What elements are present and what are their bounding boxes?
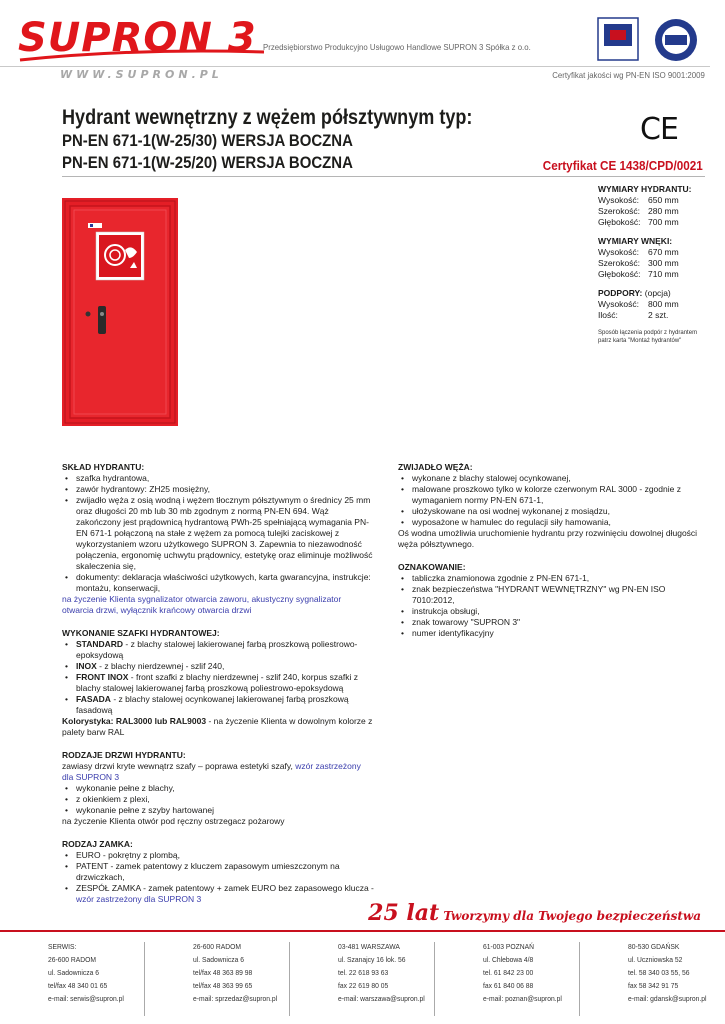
list-item: • z okienkiem z plexi, <box>62 794 374 805</box>
email-link[interactable]: e-mail: serwis@supron.pl <box>48 994 124 1003</box>
title-line-1: Hydrant wewnętrzny z wężem półsztywnym typ: <box>62 106 473 129</box>
section-heading: RODZAJE DRZWI HYDRANTU: <box>62 750 186 760</box>
left-column <box>62 462 374 917</box>
email-link[interactable]: e-mail: sprzedaz@supron.pl <box>193 994 278 1003</box>
footer-office: 80-530 GDAŃSK ul. Uczniowska 52 tel. 58 340 03 55, 56 fax 58 342 91 75 e-mail: gdansk@supron.pl <box>580 940 725 1005</box>
list-item: • FRONT INOX - front szafki z blachy nierdzewnej - szlif 240, korpus szafki z blachy stalowej lakierowanej farbą proszkową poliestrowo-epoksydową <box>62 672 374 694</box>
dimension-row: Głębokość: 710 mm <box>598 269 679 279</box>
slogan <box>368 900 701 926</box>
list-item: • ułożyskowane na osi wodnej wykonanej z mosiądzu, <box>398 506 710 517</box>
lock-types-section <box>62 839 374 905</box>
door-outro: na życzenie Klienta otwór pod ręczny ostrzegacz pożarowy <box>62 816 285 826</box>
email-link[interactable]: e-mail: poznan@supron.pl <box>483 994 562 1003</box>
hydrant-cabinet-image <box>62 198 178 426</box>
section-heading: SKŁAD HYDRANTU: <box>62 462 145 472</box>
optional-note: na życzenie Klienta sygnalizator otwarcia zaworu, akustyczny sygnalizator otwarcia drzwi, wyłącznik krańcowy otwarcia drzwi <box>62 594 342 615</box>
header-divider <box>0 66 710 67</box>
company-name: Przedsiębiorstwo Produkcyjno Usługowo Handlowe SUPRON 3 Spółka z o.o. <box>263 42 531 52</box>
list-item: • PATENT - zamek patentowy z kluczem zapasowym umieszczonym na drzwiczkach, <box>62 861 374 883</box>
list-item: • znak towarowy "SUPRON 3" <box>398 617 710 628</box>
title-divider <box>62 176 705 177</box>
logo-text: SUPRON 3 <box>18 15 257 61</box>
list-item: • wykonanie pełne z blachy, <box>62 783 374 794</box>
list-item: • zwijadło węża z osią wodną i wężem tłocznym półsztywnym o średnicy 25 mm oraz długości 20 mb lub 30 mb zgodnym z normą PN-EN 694. Wąż zakończony jest prądownicą hydrantową PWh-25 spełniającą wymagania PN-EN 671-1 połączoną na stałe z wężem za pomocą tulejki zaciskowej z wykorzystaniem wzoru użytkowego SUPRON 3. Zapewnia to niezawodność połączenia, ergonomię uchwytu prądownicy, estetykę oraz eliminuje możliwość skaleczenia się, <box>62 495 374 572</box>
list-item: • szafka hydrantowa, <box>62 473 374 484</box>
door-intro: zawiasy drzwi kryte wewnątrz szafy – poprawa estetyki szafy, wzór zastrzeżony dla SUPRON 3 <box>62 761 361 782</box>
ce-certificate: Certyfikat CE 1438/CPD/0021 <box>543 158 703 173</box>
iso-certificate: Certyfikat jakości wg PN-EN ISO 9001:2009 <box>552 70 705 80</box>
support-note: Sposób łączenia podpór z hydrantem patrz karta "Montaż hydrantów" <box>598 330 698 344</box>
slogan-text: Tworzymy dla Twojego bezpieczeństwa <box>439 909 701 923</box>
support-header: PODPORY: (opcja) <box>598 288 671 298</box>
certification-logos-icon <box>596 16 706 64</box>
support-dimensions <box>598 288 718 321</box>
list-item: • EURO - pokrętny z plombą, <box>62 850 374 861</box>
niche-dimensions-header: WYMIARY WNĘKI: <box>598 236 673 246</box>
composition-section <box>62 462 374 616</box>
niche-dimensions <box>598 236 718 280</box>
email-link[interactable]: e-mail: gdansk@supron.pl <box>628 994 707 1003</box>
list-item: • instrukcja obsługi, <box>398 606 710 617</box>
section-heading: WYKONANIE SZAFKI HYDRANTOWEJ: <box>62 628 220 638</box>
title-line-2: PN-EN 671-1(W-25/30) WERSJA BOCZNA <box>62 131 353 150</box>
list-item: • ZESPÓŁ ZAMKA - zamek patentowy + zamek EURO bez zapasowego klucza - wzór zastrzeżony dla SUPRON 3 <box>62 883 374 905</box>
marking-section <box>398 562 710 639</box>
section-heading: RODZAJ ZAMKA: <box>62 839 133 849</box>
door-types-section <box>62 750 374 827</box>
hydrant-cabinet-icon <box>62 198 178 426</box>
dimension-row: Ilość: 2 szt. <box>598 310 669 320</box>
dimension-row: Głębokość: 700 mm <box>598 217 679 227</box>
supron-logo <box>18 16 268 86</box>
dimension-row: Szerokość: 280 mm <box>598 206 679 216</box>
footer-contacts <box>0 940 725 1005</box>
slogan-divider <box>0 930 725 932</box>
list-item: • wyposażone w hamulec do regulacji siły hamowania, <box>398 517 710 528</box>
list-item: • wykonanie pełne z szyby hartowanej <box>62 805 374 816</box>
list-item: • malowane proszkowo tylko w kolorze czerwonym RAL 3000 - zgodnie z wymaganiem normy PN-EN 671-1, <box>398 484 710 506</box>
ce-mark-icon: CE <box>640 112 678 147</box>
logo-url: WWW.SUPRON.PL <box>60 68 223 81</box>
dimensions-panel <box>598 184 718 345</box>
right-column <box>398 462 710 651</box>
list-item: • wykonane z blachy stalowej ocynkowanej, <box>398 473 710 484</box>
list-item: • FASADA - z blachy stalowej ocynkowanej lakierowanej farbą proszkową fasadową <box>62 694 374 716</box>
cabinet-finish-section <box>62 628 374 738</box>
section-heading: OZNAKOWANIE: <box>398 562 466 572</box>
hose-reel-outro: Oś wodna umożliwia uruchomienie hydrantu przy rozwinięciu dowolnej długości węża półsztywnego. <box>398 528 698 549</box>
dimension-row: Wysokość: 670 mm <box>598 247 679 257</box>
dimension-row: Wysokość: 650 mm <box>598 195 679 205</box>
section-heading: ZWIJADŁO WĘŻA: <box>398 462 473 472</box>
list-item: • dokumenty: deklaracja właściwości użytkowych, karta gwarancyjna, instrukcje: montażu, konserwacji, <box>62 572 374 594</box>
color-note: Kolorystyka: RAL3000 lub RAL9003 - na życzenie Klienta w dowolnym kolorze z palety barw RAL <box>62 716 373 737</box>
hose-reel-section <box>398 462 710 550</box>
list-item: • STANDARD - z blachy stalowej lakierowanej farbą proszkową poliestrowo-epoksydową <box>62 639 374 661</box>
list-item: • numer identyfikacyjny <box>398 628 710 639</box>
page-title <box>62 106 539 174</box>
hydrant-dimensions <box>598 184 718 228</box>
email-link[interactable]: e-mail: warszawa@supron.pl <box>338 994 425 1003</box>
footer-office: SERWIS: 26-600 RADOM ul. Sadownicza 6 tel/fax 48 340 01 65 e-mail: serwis@supron.pl <box>0 940 145 1005</box>
dimension-row: Szerokość: 300 mm <box>598 258 679 268</box>
list-item: • zawór hydrantowy: ZH25 mosiężny, <box>62 484 374 495</box>
hydrant-dimensions-header: WYMIARY HYDRANTU: <box>598 184 692 194</box>
list-item: • tabliczka znamionowa zgodnie z PN-EN 671-1, <box>398 573 710 584</box>
dimension-row: Wysokość: 800 mm <box>598 299 679 309</box>
logo-swoosh-icon <box>18 46 268 64</box>
footer-office: 61-003 POZNAŃ ul. Chlebowa 4/8 tel. 61 842 23 00 fax 61 840 06 88 e-mail: poznan@supron.pl <box>435 940 580 1005</box>
footer-office: 03-481 WARSZAWA ul. Szanajcy 16 lok. 56 tel. 22 618 93 63 fax 22 619 80 05 e-mail: warszawa@supron.pl <box>290 940 435 1005</box>
list-item: • znak bezpieczeństwa "HYDRANT WEWNĘTRZNY" wg PN-EN ISO 7010:2012, <box>398 584 710 606</box>
title-line-3: PN-EN 671-1(W-25/20) WERSJA BOCZNA <box>62 153 353 172</box>
list-item: • INOX - z blachy nierdzewnej - szlif 240, <box>62 661 374 672</box>
footer-office: 26-600 RADOM ul. Sadownicza 6 tel/fax 48 363 89 98 tel/fax 48 363 99 65 e-mail: sprzedaz@supron.pl <box>145 940 290 1005</box>
slogan-years: 25 lat <box>368 900 440 926</box>
